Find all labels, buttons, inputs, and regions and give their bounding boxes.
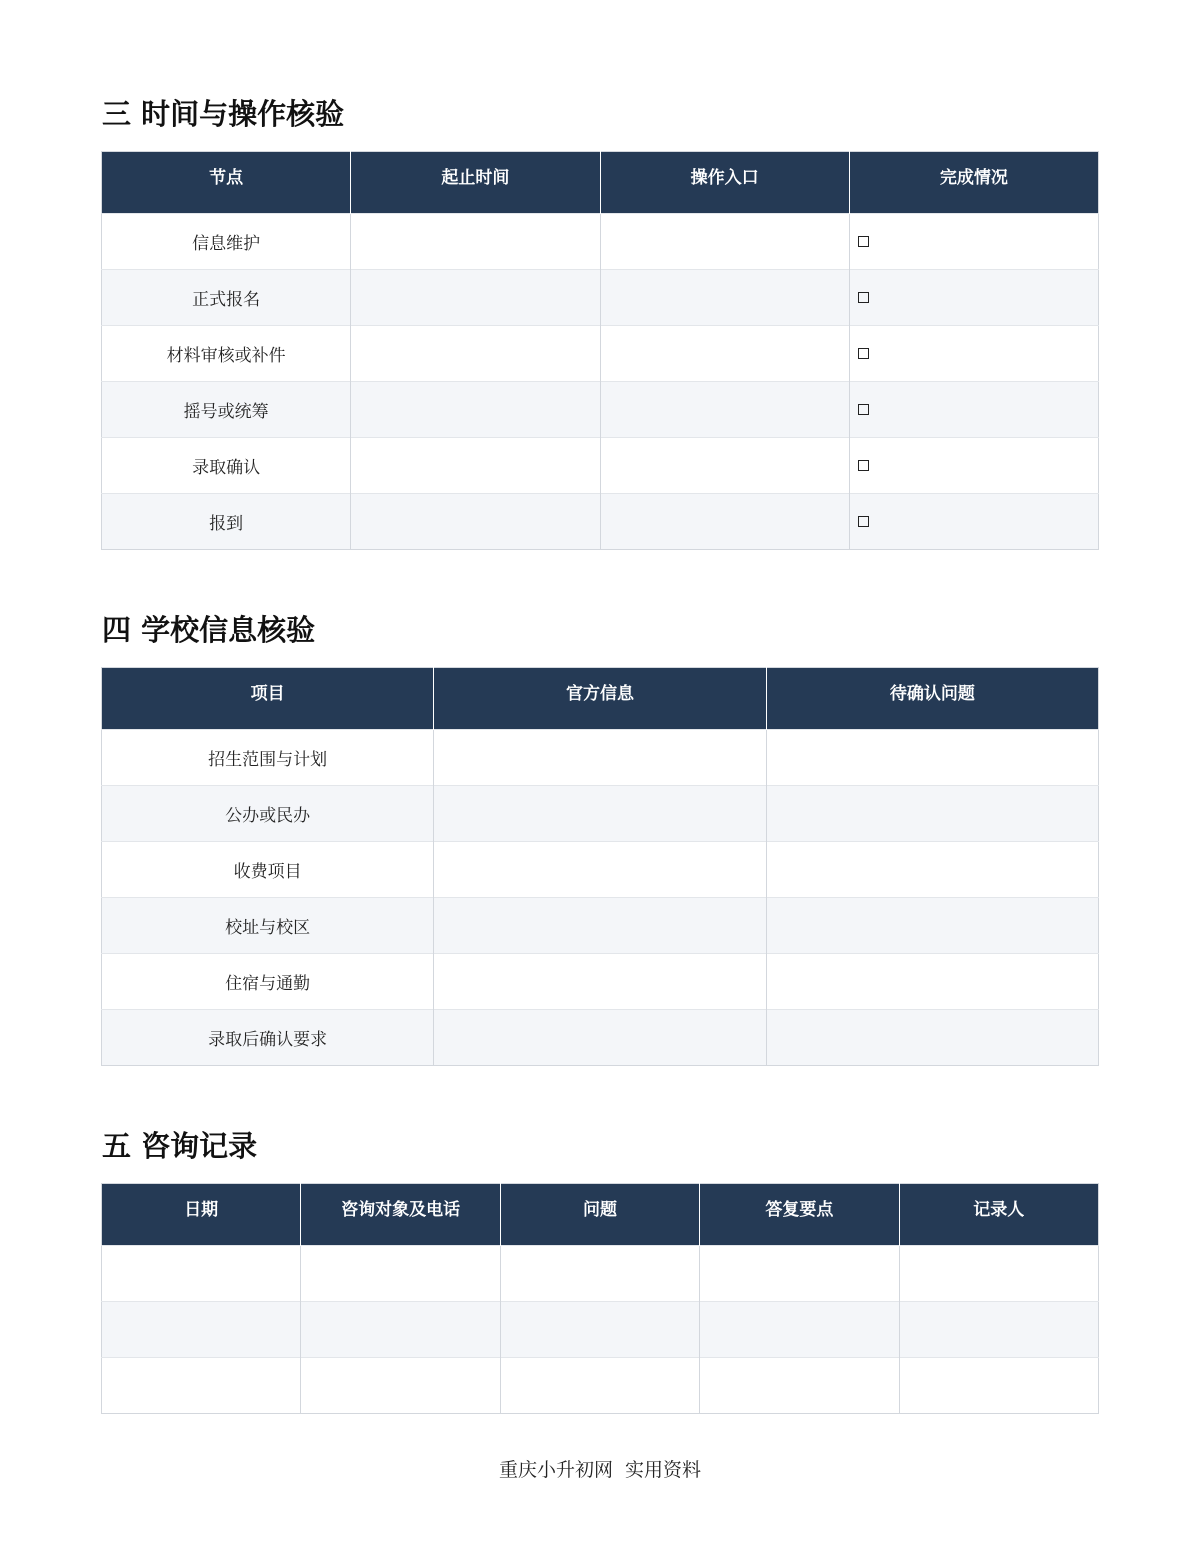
timeline-table [101,151,1099,550]
empty-checkbox-icon[interactable] [858,516,869,527]
row-label: 摇号或统筹 [102,382,351,438]
empty-checkbox-icon[interactable] [858,348,869,359]
official-info-cell[interactable] [434,730,766,786]
status-cell [849,326,1098,382]
empty-checkbox-icon[interactable] [858,460,869,471]
column-header: 项目 [102,668,434,730]
section-title-timeline: 三 时间与操作核验 [102,97,345,131]
pending-question-cell[interactable] [766,954,1098,1010]
date-cell[interactable] [102,1302,301,1358]
column-header: 起止时间 [351,152,600,214]
entry-cell[interactable] [600,214,849,270]
section-title-school-info: 四 学校信息核验 [102,613,316,647]
time-cell[interactable] [351,270,600,326]
section-title-consult-record: 五 咨询记录 [102,1129,258,1163]
table-header-row [102,1184,1099,1246]
answer-cell[interactable] [700,1358,899,1414]
entry-cell[interactable] [600,438,849,494]
column-header: 咨询对象及电话 [301,1184,500,1246]
table-row [102,438,1099,494]
contact-cell[interactable] [301,1246,500,1302]
contact-cell[interactable] [301,1302,500,1358]
column-header: 答复要点 [700,1184,899,1246]
empty-checkbox-icon[interactable] [858,404,869,415]
recorder-cell[interactable] [899,1246,1098,1302]
consult-record-table [101,1183,1099,1414]
table-row [102,730,1099,786]
official-info-cell[interactable] [434,786,766,842]
answer-cell[interactable] [700,1246,899,1302]
column-header: 完成情况 [849,152,1098,214]
status-cell [849,270,1098,326]
column-header: 操作入口 [600,152,849,214]
row-label: 正式报名 [102,270,351,326]
table-row [102,270,1099,326]
question-cell[interactable] [500,1302,699,1358]
time-cell[interactable] [351,214,600,270]
date-cell[interactable] [102,1358,301,1414]
table-row [102,842,1099,898]
time-cell[interactable] [351,326,600,382]
official-info-cell[interactable] [434,842,766,898]
row-label: 报到 [102,494,351,550]
column-header: 日期 [102,1184,301,1246]
status-cell [849,494,1098,550]
recorder-cell[interactable] [899,1302,1098,1358]
table-row [102,326,1099,382]
empty-checkbox-icon[interactable] [858,292,869,303]
page-footer: 重庆小升初网 实用资料 [498,1459,702,1481]
row-label: 材料审核或补件 [102,326,351,382]
time-cell[interactable] [351,382,600,438]
time-cell[interactable] [351,494,600,550]
official-info-cell[interactable] [434,954,766,1010]
contact-cell[interactable] [301,1358,500,1414]
pending-question-cell[interactable] [766,730,1098,786]
entry-cell[interactable] [600,326,849,382]
row-label: 住宿与通勤 [102,954,434,1010]
column-header: 问题 [500,1184,699,1246]
status-cell [849,438,1098,494]
row-label: 公办或民办 [102,786,434,842]
pending-question-cell[interactable] [766,898,1098,954]
time-cell[interactable] [351,438,600,494]
column-header: 节点 [102,152,351,214]
table-row [102,382,1099,438]
row-label: 信息维护 [102,214,351,270]
question-cell[interactable] [500,1246,699,1302]
entry-cell[interactable] [600,270,849,326]
question-cell[interactable] [500,1358,699,1414]
row-label: 校址与校区 [102,898,434,954]
school-info-table [101,667,1099,1066]
answer-cell[interactable] [700,1302,899,1358]
entry-cell[interactable] [600,494,849,550]
row-label: 录取确认 [102,438,351,494]
table-row [102,1302,1099,1358]
row-label: 收费项目 [102,842,434,898]
table-row [102,1246,1099,1302]
table-header-row [102,668,1099,730]
table-header-row [102,152,1099,214]
column-header: 待确认问题 [766,668,1098,730]
column-header: 官方信息 [434,668,766,730]
official-info-cell[interactable] [434,1010,766,1066]
row-label: 录取后确认要求 [102,1010,434,1066]
pending-question-cell[interactable] [766,786,1098,842]
row-label: 招生范围与计划 [102,730,434,786]
column-header: 记录人 [899,1184,1098,1246]
date-cell[interactable] [102,1246,301,1302]
pending-question-cell[interactable] [766,842,1098,898]
table-row [102,786,1099,842]
table-row [102,1010,1099,1066]
pending-question-cell[interactable] [766,1010,1098,1066]
status-cell [849,214,1098,270]
table-row [102,954,1099,1010]
table-row [102,494,1099,550]
empty-checkbox-icon[interactable] [858,236,869,247]
official-info-cell[interactable] [434,898,766,954]
table-row [102,1358,1099,1414]
table-row [102,214,1099,270]
entry-cell[interactable] [600,382,849,438]
status-cell [849,382,1098,438]
recorder-cell[interactable] [899,1358,1098,1414]
table-row [102,898,1099,954]
